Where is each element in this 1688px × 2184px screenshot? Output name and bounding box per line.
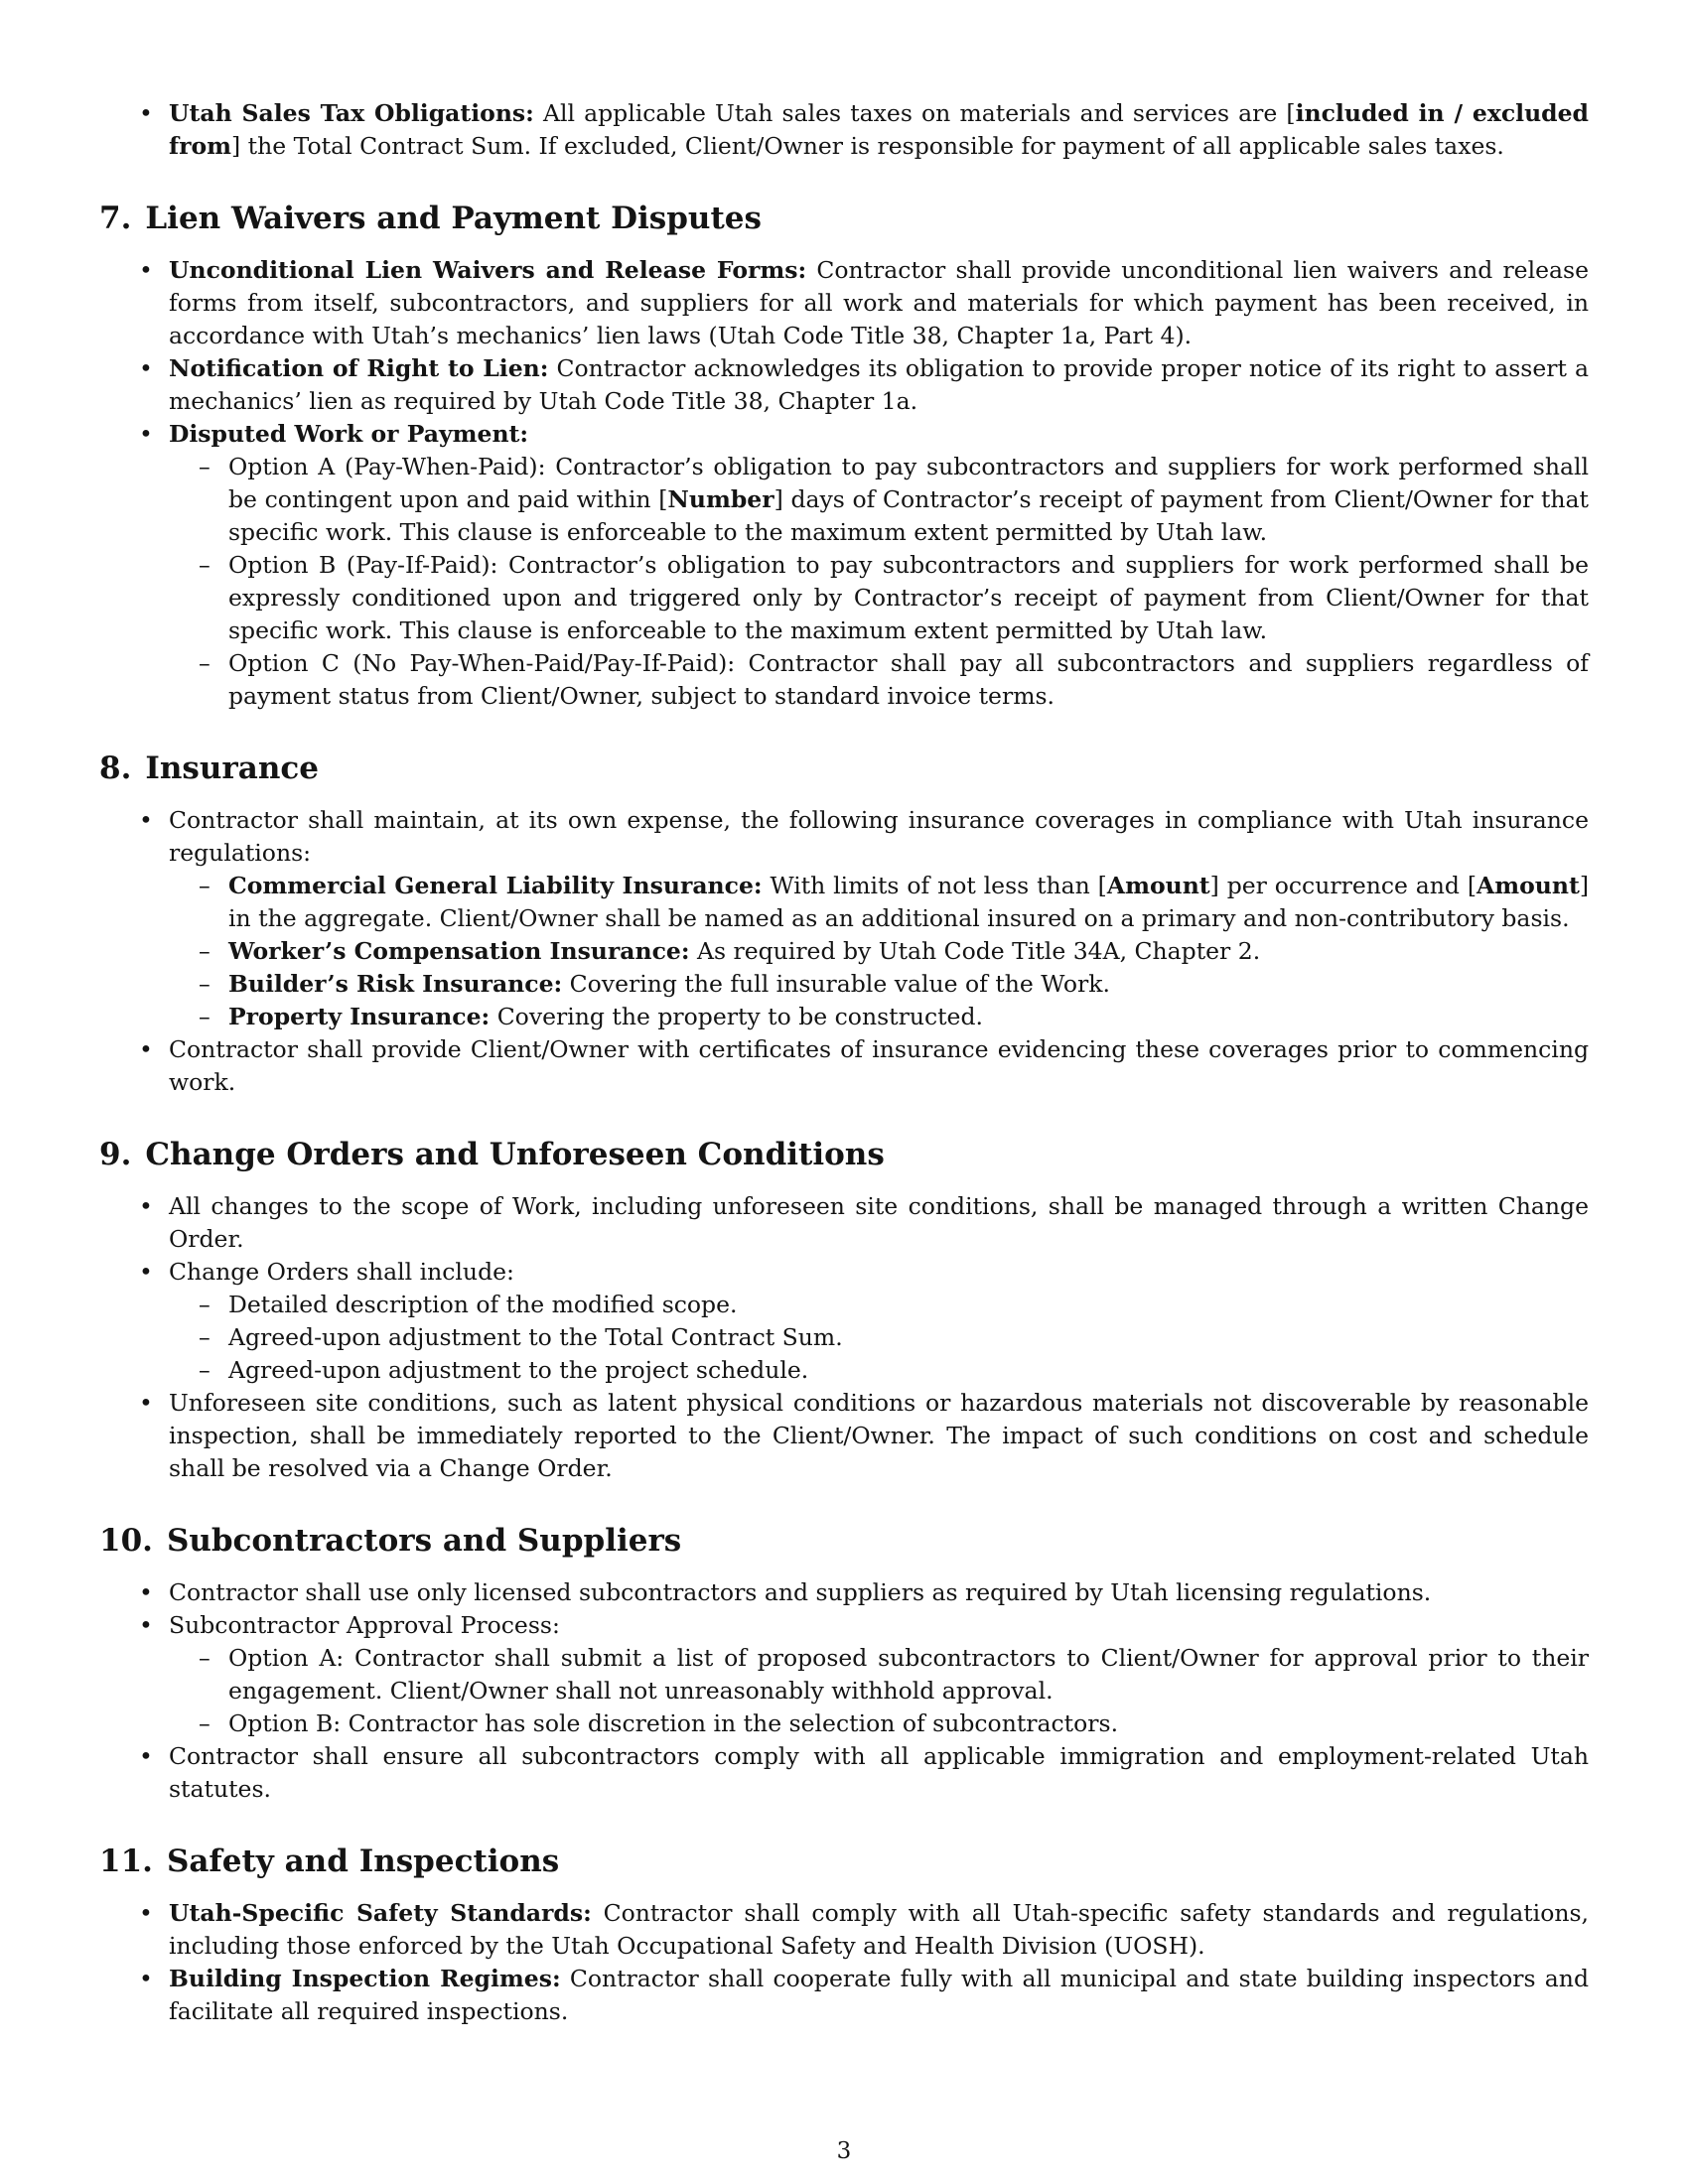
- section-9-heading: [99, 1135, 1589, 1174]
- list-item-disputed: [99, 418, 1589, 451]
- option-b-text: Option B (Pay-If-Paid): Contractor’s obligation to pay subcontractors and suppliers for work performed shall be expressly conditioned upon and triggered only by Contractor’s receipt of payment from Client/Owner for that specific work. This clause is enforceable to the maximum extent permitted by Utah law.: [228, 551, 1589, 644]
- sublist-item-cgl: [99, 870, 1589, 935]
- sublist-item-approval-option-a: [99, 1642, 1589, 1707]
- sublist-item-workers-comp: [99, 935, 1589, 968]
- maintain-insurance-text: Contractor shall maintain, at its own expense, the following insurance coverages in compliance with Utah insurance regulations:: [169, 806, 1589, 867]
- sublist-item-description: [99, 1289, 1589, 1321]
- sum-adjustment-text: Agreed-upon adjustment to the Total Contract Sum.: [228, 1323, 843, 1351]
- cgl-text-2: ] per occurrence and [: [1209, 872, 1477, 899]
- page-number: 3: [836, 2138, 852, 2164]
- cgl-label: Commercial General Liability Insurance:: [228, 872, 763, 899]
- cgl-text-3: ] in the aggregate. Client/Owner shall be named as an additional insured on a primary and non-contributory basis.: [228, 872, 1589, 932]
- section-11-title: Safety and Inspections: [166, 1843, 560, 1879]
- list-item-lien-waivers: [99, 254, 1589, 352]
- section-11-heading: [99, 1842, 1589, 1881]
- option-a-text-2: ] days of Contractor’s receipt of payment from Client/Owner for that specific work. This clause is enforceable to the maximum extent permitted by Utah law.: [228, 485, 1589, 546]
- disputed-label: Disputed Work or Payment:: [169, 420, 529, 448]
- lien-waivers-label: Unconditional Lien Waivers and Release Forms:: [169, 256, 807, 284]
- section-9-list: [99, 1190, 1589, 1485]
- certificates-text: Contractor shall provide Client/Owner with certificates of insurance evidencing these coverages prior to commencing work.: [169, 1035, 1589, 1096]
- cgl-amount-2: Amount: [1477, 872, 1580, 899]
- section-8-title: Insurance: [145, 751, 319, 786]
- option-a-text-1: Option A (Pay-When-Paid): Contractor’s obligation to pay subcontractors and suppliers for work performed shall be contingent upon and paid within [: [228, 453, 1589, 513]
- list-item-safety-standards: [99, 1897, 1589, 1963]
- cgl-text-1: With limits of not less than [: [762, 872, 1107, 899]
- sales-tax-text-2: ] the Total Contract Sum. If excluded, Client/Owner is responsible for payment of all applicable sales taxes.: [231, 132, 1504, 160]
- section-7-list: [99, 254, 1589, 713]
- sublist-item-approval-option-b: [99, 1707, 1589, 1740]
- sublist-item-option-b: [99, 549, 1589, 647]
- section-7-title: Lien Waivers and Payment Disputes: [145, 201, 762, 236]
- sales-tax-label: Utah Sales Tax Obligations:: [169, 99, 534, 127]
- list-item-change-orders-include: [99, 1256, 1589, 1289]
- list-item-certificates: [99, 1033, 1589, 1099]
- list-item-lien-notice: [99, 352, 1589, 418]
- change-orders-include-text: Change Orders shall include:: [169, 1258, 514, 1286]
- option-c-text: Option C (No Pay-When-Paid/Pay-If-Paid): Contractor shall pay all subcontractors and suppliers regardless of payment status from Client/Owner, subject to standard invoice terms.: [228, 649, 1589, 710]
- lien-notice-text: Contractor acknowledges its obligation to provide proper notice of its right to assert a mechanics’ lien as required by Utah Code Title 38, Chapter 1a.: [169, 354, 1589, 415]
- sublist-item-option-c: [99, 647, 1589, 713]
- list-item-sales-tax: [99, 97, 1589, 163]
- building-inspection-label: Building Inspection Regimes:: [169, 1965, 561, 1992]
- section-11-list: [99, 1897, 1589, 2028]
- approval-option-a-text: Option A: Contractor shall submit a list of proposed subcontractors to Client/Owner for approval prior to their engagement. Client/Owner shall not unreasonably withhold approval.: [228, 1644, 1589, 1705]
- lien-notice-label: Notification of Right to Lien:: [169, 354, 549, 382]
- section-10-heading: [99, 1521, 1589, 1561]
- comply-text: Contractor shall ensure all subcontractors comply with all applicable immigration and employment-related Utah statutes.: [169, 1742, 1589, 1803]
- section-10-number: 10.: [99, 1523, 153, 1559]
- section-10-list: [99, 1576, 1589, 1806]
- section-9-number: 9.: [99, 1137, 132, 1172]
- licensed-text: Contractor shall use only licensed subcontractors and suppliers as required by Utah licensing regulations.: [169, 1578, 1432, 1606]
- section-8-number: 8.: [99, 751, 132, 786]
- section-7-heading: [99, 199, 1589, 238]
- section-11-number: 11.: [99, 1843, 153, 1879]
- page-content: [99, 97, 1589, 2028]
- list-item-licensed: [99, 1576, 1589, 1609]
- schedule-adjustment-text: Agreed-upon adjustment to the project schedule.: [228, 1356, 809, 1384]
- building-inspection-text: Contractor shall cooperate fully with all municipal and state building inspectors and facilitate all required inspections.: [169, 1965, 1589, 2025]
- approval-process-text: Subcontractor Approval Process:: [169, 1611, 560, 1639]
- section-9-title: Change Orders and Unforeseen Conditions: [145, 1137, 885, 1172]
- section-10-title: Subcontractors and Suppliers: [166, 1523, 682, 1559]
- cgl-amount-1: Amount: [1106, 872, 1210, 899]
- section-7-number: 7.: [99, 201, 132, 236]
- safety-standards-text: Contractor shall comply with all Utah-specific safety standards and regulations, including those enforced by the Utah Occupational Safety and Health Division (UOSH).: [169, 1899, 1590, 1960]
- safety-standards-label: Utah-Specific Safety Standards:: [169, 1899, 592, 1927]
- lien-waivers-text: Contractor shall provide unconditional lien waivers and release forms from itself, subcontractors, and suppliers for all work and materials for which payment has been received, in accordance with Utah’s mechanics’ lien laws (Utah Code Title 38, Chapter 1a, Part 4).: [169, 256, 1589, 349]
- section-8-heading: [99, 749, 1589, 788]
- workers-comp-label: Worker’s Compensation Insurance:: [228, 937, 690, 965]
- list-item-unforeseen: [99, 1387, 1589, 1485]
- builders-risk-text: Covering the full insurable value of the Work.: [562, 970, 1110, 998]
- unforeseen-text: Unforeseen site conditions, such as latent physical conditions or hazardous materials not discoverable by reasonable inspection, shall be immediately reported to the Client/Owner. The impact of such conditions on cost and schedule shall be resolved via a Change Order.: [169, 1389, 1589, 1482]
- option-a-number-placeholder: Number: [667, 485, 774, 513]
- builders-risk-label: Builder’s Risk Insurance:: [228, 970, 563, 998]
- sublist-item-schedule-adjustment: [99, 1354, 1589, 1387]
- sublist-item-property: [99, 1001, 1589, 1033]
- property-insurance-text: Covering the property to be constructed.: [490, 1003, 983, 1030]
- sales-tax-option: included in / excluded from: [169, 99, 1589, 160]
- sublist-item-builders-risk: [99, 968, 1589, 1001]
- list-item-maintain-insurance: [99, 804, 1589, 870]
- sales-tax-text-1: All applicable Utah sales taxes on materials and services are [: [533, 99, 1296, 127]
- sublist-item-sum-adjustment: [99, 1321, 1589, 1354]
- description-text: Detailed description of the modified scope.: [228, 1291, 738, 1318]
- list-item-approval-process: [99, 1609, 1589, 1642]
- list-item-building-inspection: [99, 1963, 1589, 2028]
- property-insurance-label: Property Insurance:: [228, 1003, 491, 1030]
- intro-list: [99, 97, 1589, 163]
- list-item-all-changes: [99, 1190, 1589, 1256]
- workers-comp-text: As required by Utah Code Title 34A, Chapter 2.: [689, 937, 1261, 965]
- all-changes-text: All changes to the scope of Work, including unforeseen site conditions, shall be managed through a written Change Order.: [169, 1192, 1589, 1253]
- approval-option-b-text: Option B: Contractor has sole discretion in the selection of subcontractors.: [228, 1709, 1119, 1737]
- section-8-list: [99, 804, 1589, 1099]
- list-item-comply: [99, 1740, 1589, 1806]
- sublist-item-option-a: [99, 451, 1589, 549]
